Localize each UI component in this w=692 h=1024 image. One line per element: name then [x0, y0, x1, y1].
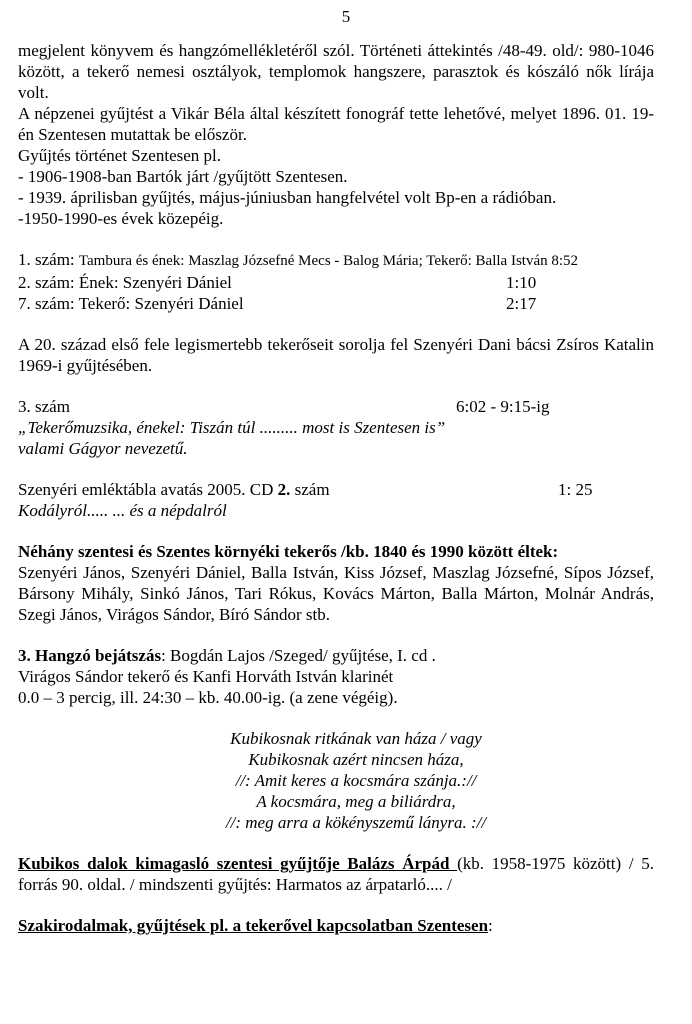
collection-history-heading: Gyűjtés történet Szentesen pl. — [18, 146, 222, 165]
track-2 — [18, 272, 654, 293]
page-number: 5 — [341, 7, 351, 26]
track-3-quote-cont: valami Gágyor nevezetű. — [18, 439, 188, 458]
players-heading: Néhány szentesi és Szentes környéki tekerős /kb. 1840 és 1990 között éltek: — [18, 542, 559, 561]
sound-line-3: 0.0 – 3 percig, ill. 24:30 – kb. 40.00-ig. (a zene végéig). — [18, 688, 398, 707]
memorial-time: 1: 25 — [558, 480, 593, 499]
track-1-desc: Tambura és ének: Maszlag Józsefné Mecs - Balog Mária; Tekerő: Balla István 8:52 — [78, 253, 579, 269]
track-2-label: 2. szám: Ének: Szenyéri Dániel — [18, 273, 232, 292]
track-7 — [18, 293, 654, 314]
phonograph-paragraph: A népzenei gyűjtést a Vikár Béla által készített fonográf tette lehetővé, melyet 1896. 01. 19-én Szentesen mutattak be először. — [18, 104, 654, 144]
track-1 — [18, 249, 654, 272]
poem — [18, 728, 654, 833]
kubikos-heading: Kubikos dalok kimagasló szentesi gyűjtője Balázs Árpád — [18, 854, 458, 873]
poem-line: Kubikosnak ritkának van háza / vagy — [230, 729, 482, 748]
track-1-label: 1. szám: — [18, 250, 75, 269]
century-paragraph: A 20. század első fele legismertebb tekerőseit sorolja fel Szenyéri Dani bácsi Zsíros Katalin 1969-i gyűjtésében. — [18, 335, 654, 375]
poem-line: //: meg arra a kökényszemű lányra. :// — [225, 813, 487, 832]
kubikos-paragraph: Kubikos dalok kimagasló szentesi gyűjtője Balázs Árpád (kb. 1958-1975 között) / 5. forrás 90. oldal. / mindszenti gyűjtés: Harmatos az árpatarló.... / — [18, 854, 654, 894]
poem-line: //: Amit keres a kocsmára szánja.:// — [235, 771, 477, 790]
history-item-1950: -1950-1990-es évek közepéig. — [18, 209, 224, 228]
track-3 — [18, 396, 654, 417]
track-3-quote: „Tekerőmuzsika, énekel: Tiszán túl ......... most is Szentesen is” — [18, 418, 446, 437]
memorial-italic: Kodályról..... ... és a népdalról — [18, 501, 227, 520]
memorial-text: Szenyéri emléktábla avatás 2005. CD 2. szám — [18, 480, 330, 499]
poem-line: Kubikosnak azért nincsen háza, — [248, 750, 464, 769]
document-body — [18, 40, 654, 936]
track-2-time: 1:10 — [506, 273, 537, 292]
sound-line-2: Virágos Sándor tekerő és Kanfi Horváth István klarinét — [18, 667, 394, 686]
literature-heading: Szakirodalmak, gyűjtések pl. a tekerővel kapcsolatban Szentesen: — [18, 916, 493, 935]
track-7-label: 7. szám: Tekerő: Szenyéri Dániel — [18, 294, 244, 313]
memorial-line — [18, 479, 654, 500]
history-item-bartok: - 1906-1908-ban Bartók járt /gyűjtött Szentesen. — [18, 167, 348, 186]
track-3-label: 3. szám — [18, 397, 70, 416]
intro-paragraph: megjelent könyvem és hangzómellékletéről szól. Történeti áttekintés /48-49. old/: 980-1046 között, a tekerő nemesi osztályok, templomok hangszere, parasztok és kószáló nők lírája volt. — [18, 41, 654, 102]
track-3-time: 6:02 - 9:15-ig — [456, 397, 550, 416]
sound-heading: 3. Hangzó bejátszás — [18, 646, 162, 665]
players-list: Szenyéri János, Szenyéri Dániel, Balla István, Kiss József, Maszlag Józsefné, Sípos József, Bársony Mihály, Sinkó János, Tari Rókus, Kovács Márton, Balla Márton, Molnár András, Szegi János, Virágos Sándor, Bíró Sándor stb. — [18, 563, 654, 624]
sound-line-1: 3. Hangzó bejátszás: Bogdán Lajos /Szeged/ gyűjtése, I. cd . — [18, 646, 436, 665]
poem-line: A kocsmára, meg a biliárdra, — [256, 792, 456, 811]
history-item-1939: - 1939. áprilisban gyűjtés, május-júniusban hangfelvétel volt Bp-en a rádióban. — [18, 188, 557, 207]
track-7-time: 2:17 — [506, 294, 537, 313]
